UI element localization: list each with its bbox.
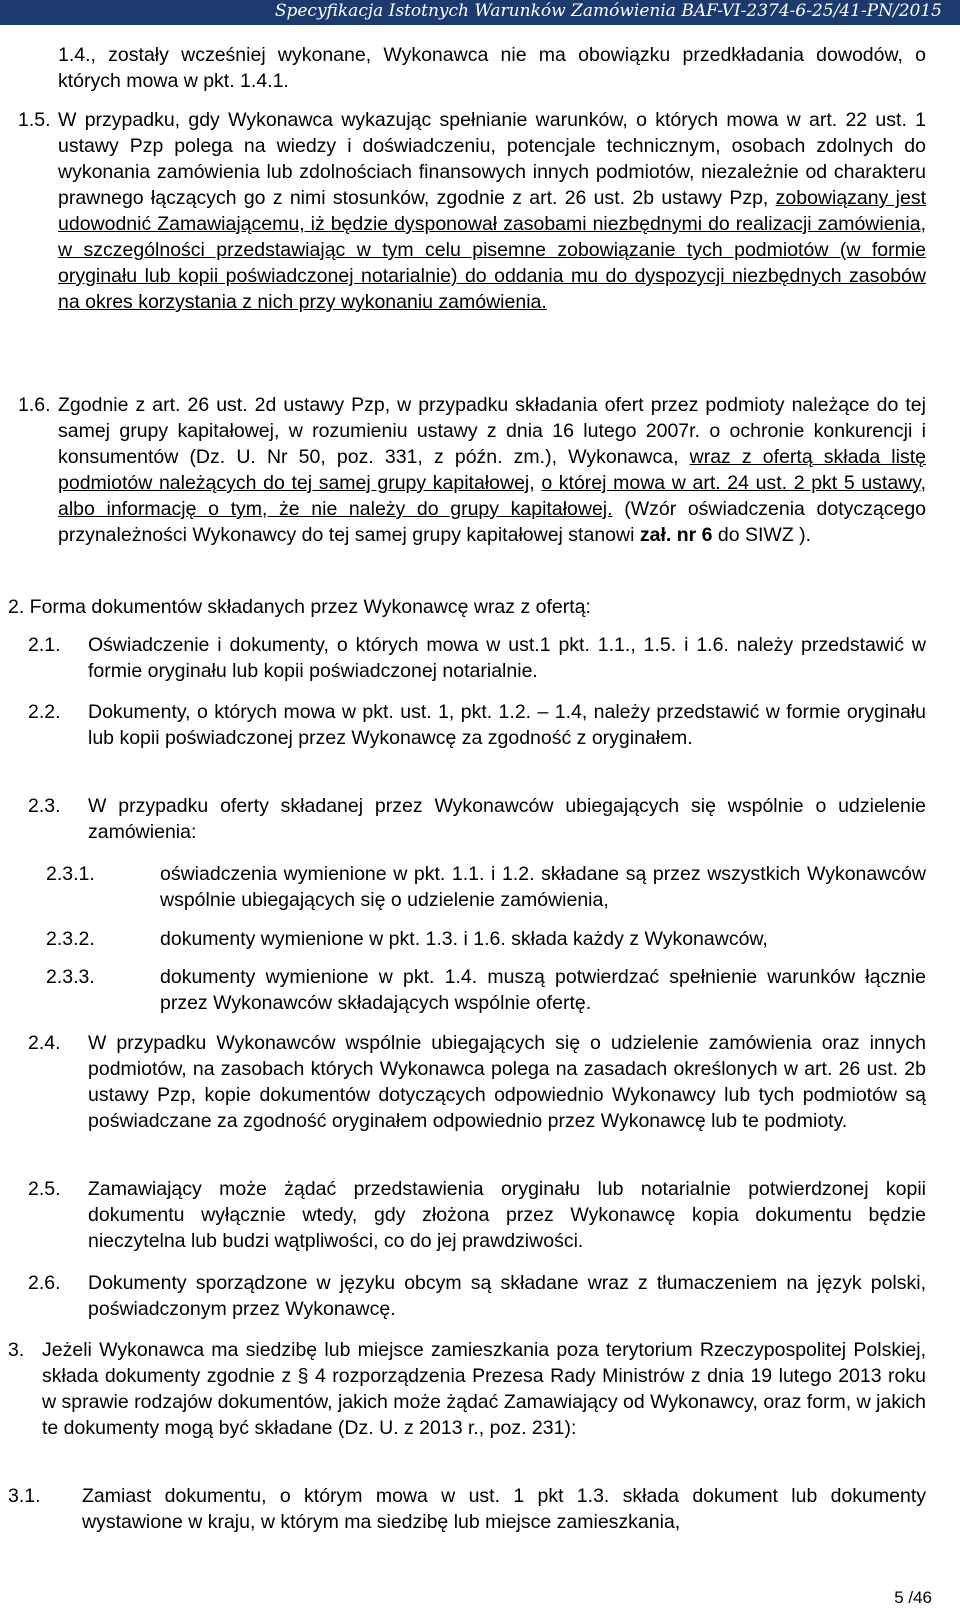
- paragraph-2-2-number: 2.2.: [28, 701, 61, 723]
- paragraph-2-3-1: oświadczenia wymienione w pkt. 1.1. i 1.2. składane są przez wszystkich Wykonawców wspólnie ubiegających się o udzielenie zamówienia,: [160, 863, 926, 911]
- paragraph-1-6-number: 1.6.: [18, 394, 51, 416]
- paragraph-1-6-underlined-2: o której mowa w art. 24 ust. 2 pkt 5 ustawy, albo informację o tym, że nie należy do grupy kapitałowej.: [58, 472, 926, 520]
- paragraph-2-4-number: 2.4.: [28, 1032, 61, 1054]
- paragraph-1-5-text: W przypadku, gdy Wykonawca wykazując spełnianie warunków, o których mowa w art. 22 ust. 1 ustawy Pzp polega na wiedzy i doświadczeniu, potencjale technicznym, osobach zdolnych do wykonania zamówienia lub zdolnościach finansowych innych podmiotów, niezależnie od charakteru prawnego łączących go z nimi stosunków, zgodnie z art. 26 ust. 2b ustawy Pzp,: [58, 109, 926, 209]
- paragraph-1-4: 1.4., zostały wcześniej wykonane, Wykonawca nie ma obowiązku przedkładania dowodów, o których mowa w pkt. 1.4.1.: [58, 44, 926, 92]
- paragraph-1-6-text-3: (Wzór oświadczenia dotyczącego przynależności Wykonawcy do tej samej grupy kapitałowej stanowi: [58, 498, 927, 546]
- paragraph-2-2: Dokumenty, o których mowa w pkt. ust. 1, pkt. 1.2. – 1.4, należy przedstawić w formie oryginału lub kopii poświadczonej przez Wykonawcę za zgodność z oryginałem.: [88, 701, 926, 749]
- paragraph-1-6: [58, 392, 926, 548]
- paragraph-2-3: W przypadku oferty składanej przez Wykonawców ubiegających się wspólnie o udzielenie zamówienia:: [88, 795, 926, 843]
- header-title: Specyfikacja Istotnych Warunków Zamówienia BAF-VI-2374-6-25/41-PN/2015: [274, 1, 942, 21]
- paragraph-2-5-number: 2.5.: [28, 1178, 61, 1200]
- paragraph-2-3-1-number: 2.3.1.: [46, 863, 95, 885]
- paragraph-3-1: Zamiast dokumentu, o którym mowa w ust. 1 pkt 1.3. składa dokument lub dokumenty wystawione w kraju, w którym ma siedzibę lub miejsce zamieszkania,: [82, 1485, 926, 1533]
- paragraph-1-6-bold: zał. nr 6: [639, 524, 713, 546]
- section-3-number: 3.: [8, 1339, 25, 1361]
- paragraph-1-6-text-1: Zgodnie z art. 26 ust. 2d ustawy Pzp, w przypadku składania ofert przez podmioty należące do tej samej grupy kapitałowej, w rozumieniu ustawy z dnia 16 lutego 2007r. o ochronie konkurencji i konsumentów (Dz. U. Nr 50, poz. 331, z późn. zm.), Wykonawca,: [58, 394, 926, 468]
- paragraph-2-3-2-number: 2.3.2.: [46, 928, 95, 950]
- paragraph-1-6-text-4: do SIWZ ).: [712, 524, 812, 546]
- paragraph-2-4: W przypadku Wykonawców wspólnie ubiegających się o udzielenie zamówienia oraz innych podmiotów, na zasobach których Wykonawca polega na zasadach określonych w art. 26 ust. 2b ustawy Pzp, kopie dokumentów dotyczących odpowiednio Wykonawcy lub tych podmiotów są poświadczane za zgodność oryginałem odpowiednio przez Wykonawcę lub te podmioty.: [88, 1032, 926, 1132]
- paragraph-1-5-underlined: zobowiązany jest udowodnić Zamawiającemu, iż będzie dysponował zasobami niezbędnymi do realizacji zamówienia, w szczególności przedstawiając w tym celu pisemne zobowiązanie tych podmiotów (w formie oryginału lub kopii poświadczonej notarialnie) do oddania mu do dyspozycji niezbędnych zasobów na okres korzystania z nich przy wykonaniu zamówienia.: [58, 187, 927, 313]
- section-2-heading: 2. Forma dokumentów składanych przez Wykonawcę wraz z ofertą:: [8, 596, 591, 618]
- paragraph-2-6: Dokumenty sporządzone w języku obcym są składane wraz z tłumaczeniem na język polski, poświadczonym przez Wykonawcę.: [88, 1272, 926, 1320]
- paragraph-3-1-number: 3.1.: [8, 1485, 41, 1507]
- paragraph-2-3-number: 2.3.: [28, 795, 61, 817]
- paragraph-2-3-3-number: 2.3.3.: [46, 966, 95, 988]
- header-band: [0, 0, 960, 25]
- paragraph-2-1-number: 2.1.: [28, 634, 61, 656]
- paragraph-2-3-3: dokumenty wymienione w pkt. 1.4. muszą potwierdzać spełnienie warunków łącznie przez Wykonawców składających wspólnie ofertę.: [160, 966, 926, 1014]
- paragraph-1-6-underlined-1: wraz z ofertą składa listę podmiotów należących do tej samej grupy kapitałowej,: [58, 446, 926, 494]
- paragraph-2-5: Zamawiający może żądać przedstawienia oryginału lub notarialnie potwierdzonej kopii dokumentu wyłącznie wtedy, gdy złożona przez Wykonawcę kopia dokumentu będzie nieczytelna lub budzi wątpliwości, co do jej prawdziwości.: [88, 1178, 926, 1252]
- paragraph-2-1: Oświadczenie i dokumenty, o których mowa w ust.1 pkt. 1.1., 1.5. i 1.6. należy przedstawić w formie oryginału lub kopii poświadczonej notarialnie.: [88, 634, 926, 682]
- paragraph-1-5-number: 1.5.: [18, 109, 51, 131]
- paragraph-1-5: [58, 107, 926, 315]
- paragraph-2-3-2: dokumenty wymienione w pkt. 1.3. i 1.6. składa każdy z Wykonawców,: [160, 928, 768, 950]
- paragraph-2-6-number: 2.6.: [28, 1272, 61, 1294]
- page-number: 5 /46: [894, 1588, 932, 1607]
- section-3-text: Jeżeli Wykonawca ma siedzibę lub miejsce zamieszkania poza terytorium Rzeczypospolitej Polskiej, składa dokumenty zgodnie z § 4 rozporządzenia Prezesa Rady Ministrów z dnia 19 lutego 2013 roku w sprawie rodzajów dokumentów, jakich może żądać Zamawiający od Wykonawcy, oraz form, w jakich te dokumenty mogą być składane (Dz. U. z 2013 r., poz. 231):: [42, 1339, 926, 1439]
